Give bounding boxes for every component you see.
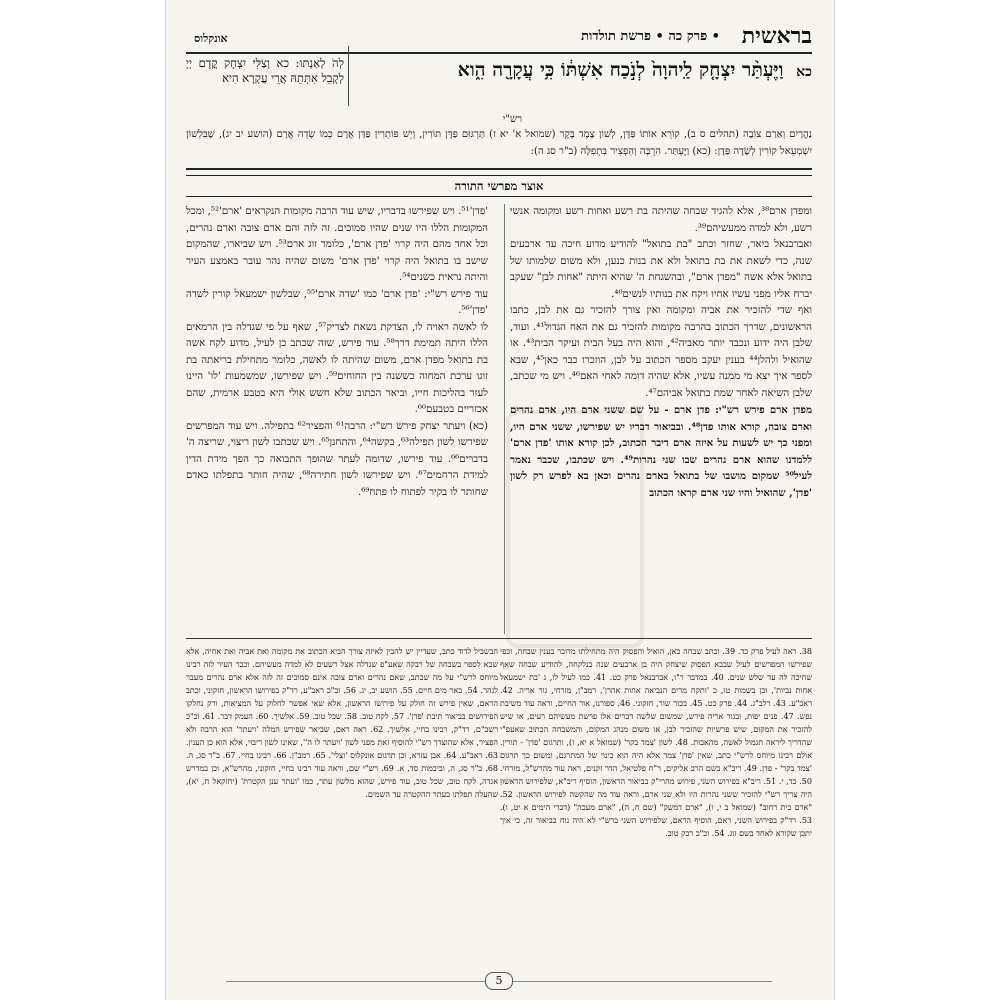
book-title: בראשית [741,23,812,49]
onkelos-label: אונקלוס [194,32,228,45]
paragraph: מפדן ארם פירש רש"י: פדן ארם - על שם ששני ארם היו, ארם נהרים וארם צובה, קורא אותו פדן⁴⁸. ובביאור דבריו יש שפירשו, ששני ארם היו, ומפני כך יש לשעות על איזה ארם דיבר הכתוב, לכן קורא אותו 'פדן ארם' ללמדנו שהוא ארם נהרים שבו שני נהרות⁴⁹. ויש שכתבו, שכבר נאמר לעיל⁵⁰ שמקום מושבו של בתואל בארם נהרים וכאן בא לפרש רק לשון 'פדן', שהואיל והיו שני ארם קראו הכתוב [510,404,812,499]
paragraph: ואברבנאל ביאר, שחזר וכתב "בת בתואל" להודיע מדוע חיכה עד ארבעים שנה, כדי לשאת את בת בתואל ולא את בנות כנען, ולא משום שלמותו של בתואל אלא אשה "מפדן ארם", ובהשגחת ה' שהיא היתה "אחות לבן" שעקב יברח אליו מפני עשיו אחיו ויקח את בנותיו לנשים⁴⁰. [510,239,812,300]
commentary-column-left [186,204,488,501]
footnotes-column-left: הבשביל לדוד כתב, שעדיין יש להבין לאיזה צורך הביא הכתוב את מקומה ואת אביה ואת אחיה, אלא שבא לספר בשבחה של רבקה שאע"פ שגדלה אצל רשעים לא למדה מעשיהם. וכבר העיר לזה רבינו מיוחס לרש"י על מה שכתב, שאם נהרים וארם צובה אינם סמוכים זה לזה אלא ארם נהרים מעבר לנהר. 54. באר מים חיים. 55. הושע יב, יג. 56. וכ"כ ראב"ע, רד"ק בפירושו הראשון, חזקוני, וכתב הראם, שאין פירש זה חולק על פירושו הראשון, אלא שאי אפשר לחלוק על המציאות, ורק נחלקו הפירושים בביאור תיבת 'פדן'. 57. לקח טוב. 58. שכל טוב. 59. אלשיך. 60. העמק דבר. 61. וכ"כ רשב"ם, רד"ק, רבינו בחיי, אלשיך. 62. ראה ראם, שביאר שפירש המלה 'ויעתר' הוא הרבה ולא הפציר, אלא שהוצרך רש"י להוסיף זאת מפני לשון 'ויעתר לו ה'', שאינו לשון ריבוי, אלא הוא כן הענין. 63. ראב"ע. 64. אבן עזרא, וכן תרגום אונקלוס 'וצלי'. 65. רמב"ן. 66. רבינו בחיי. 67. ב"ר סג, ה. 68. ב"ר סג, ה, וביבמות סד, א. 69. רש"י שם, וראה עוד רבינו בחיי, חזקוני, מהרש"א, וכן במדרש אגדה, לקח טוב, שכל טוב, עוד פירש, שהוא מלשון עתר, כמו 'ועתר ענן הקטרת' (יחזקאל ח, יא), שהעלה תפלתו כעתר ההקטרה עד השמים. [186,647,499,799]
section-label: • פרק כה • פרשת תולדות [581,29,720,44]
page-content [186,18,812,1000]
otzar-title: אוצר מפרשי התורה [186,175,812,197]
running-header [186,24,812,54]
commentary-columns [186,204,812,634]
book-page [166,0,834,1000]
verse-text [372,58,812,84]
commentary-column-right [510,204,812,501]
column-rule [504,204,505,634]
footnotes [186,645,812,985]
section-rule [186,168,812,170]
footnotes-column-right: 38. ראה לעיל פרק כד. 39. וכתב שבחה כאן, הואיל והפסוק היה מתחילתו מדובר בענין שבחה, וכפי שפירשו המפרשים לעיל שבבא הפסוק שיצחק היה בן ארבעים שנה בנלקחה, להודיע שבחה שאף שחיכה לה עד שלש שנים. 40. במדבר ר"ו, אברבנאל פרק כט. 41. כמו לעיל לו, ג 'בת ישמעאל אחות נביות', וכן בשמות טו, כ 'ותקח מרים הנביאה אחות אהרן', רמב"ן, מזרחי, גור אריה. 42. ראב"ע. 43. רלב"ג. 44. פרק כט. 45. בכור שור, חזקוני. 46. ספורנו, אור החיים, וראה עוד משיבת נפש. 47. פנים יפות, ובגור אריה פירש, שמשום שלשה דברים אלו פרשת מעשיהם רעים, או שיש להזכיר את המקום, שיש פרשיות שהזכיר לבן, או משום מנהג המקום, והמשבחה הכתוב שאעפ"י שהדריך ליראה תגמול לאשה, מהאבות. 48. לשון 'צמד בקר' (שמואל א יא, ז), ותרגום 'פדן' - תורין. אולם רבינו מיוחס לרש"י כתב, שאין 'פדן' צמד אלא היה הוא כינוי של המתרגם, ומשום כך תרגום 'צמד בקר' - פדן. 49. ריב"א בשם הרב אליקים, ר"ח פלטיאל, הדר זקנים, ראה עוד מהרש"ל, מזרחי. 50. כד, י. 51. ריב"א בפירוש השני, פירוש מהרי"ק בביאור הראשון, הוסיף ריב"א, שלפירוש הראשון היה צריך רש"י להזכיר ששני נהרות היו ולא שני ארם, וראה עוד מה שהקשה לפירוש הראשון. 52. "ארם בית רחוב" (שמואל ב י, ו), "ארם דמשק" (שם ח, ה), "ארם מעכה" (דברי הימים א יט, ו). 53. רד"ק בפירוש השני, ראם, הוסיף הראם, שלפירוש השני ברש"י לא היה נוח בביאור זה, כי איך יתכן שקורא לאחד בשם זוג. 54. וכ"כ רבק טוב. [500,647,812,838]
paragraph: ואף שדי להזכיר את אביה ומקומה ואין צורך להזכיר גם את לבן, כתבו הראשונים, שדרך הכתוב בהרבה מקומות להזכיר גם את האח הגדול⁴¹. ועוד, שלבן היה ידוע ונכבד יותר מאביה⁴², והוא היה בעל הבית ועיקר הבית⁴³. או שהואיל ולהלן⁴⁴ בענין יעקב מספר הכתוב על לבן, הוזכרו כבר כאן⁴⁵, שבא לספר איך יצא מי ממנה עשיו, אלא שהיה דומה לאחי האם⁴⁶. ויש מי שכתב, שלבן השיאה לאחר שמת בתואל אביהם⁴⁷. [510,305,813,399]
rashi-label: רש"י [502,114,522,125]
paragraph: (כא) ויעתר יצחק פירש רש"י: הרבה⁶¹ והפציר⁶² בתפילה. ויש עוד המפרשים שפירשו לשון תפילה⁶³, בקשה⁶⁴, והתחנן⁶⁵. ויש שכתבו לשון ריצוי, שריצה ה' בדברים⁶⁶. עוד פירשו, שדומה לעתר שהופך התבואה כך הפך מידת הדין למידת הרחמים⁶⁷. ויש שפירשו לשון חתירה⁶⁸, שהיה חותר בתפלתו כאדם שחותר לו בקיר לפתוח לו פתח⁶⁹. [186,420,488,498]
page-number: 5 [485,972,513,990]
notes-rule [186,638,812,639]
verse-number: כא [796,64,812,80]
paragraph: 'פדן'⁵¹. ויש שפירשו בדבריו, שיש עוד הרבה מקומות הנקראים 'ארם'⁵², ומכל המקומות הללו היו שנים שהיו סמוכים. זה לזה והם ארם צובה וארם נהרים, וכל אחד מהם היה קרוי 'פדן ארם', כלומר זוג ארם⁵³. ויש שביארו, שהמקום שישב בו בתואל היה קרוי 'פדן ארם' משום שהיה נהר עובר באמצע העיר והיתה נראית כשנים⁵⁴. [186,206,489,283]
column-divider [348,46,349,106]
verse-words: וַיֶּעְתַּ֨ר יִצְחָ֤ק לַֽיהוָה֙ לְנֹ֣כַח אִשְׁתּ֔וֹ כִּ֥י עֲקָרָ֖ה הִ֑וא [457,59,784,81]
rashi-commentary: נַהֲרַיִם וְאַרַם צוֹבָה (תהלים ס ב), קוֹרֵא אוֹתוֹ פַּדָּן, לְשׁוֹן צֶמֶד בָּקָר (שמואל א' יא ז) תַּרְגּוּם פַּדָּן תּוֹרִין, וְיֵשׁ פּוֹתְרִין פַּדַּן אֲרָם כְּמוֹ שְׂדֵה אֲרָם (הושע יב יג), שֶׁבִּלְשׁוֹן יִשְׁמְעֵאל קוֹרִין לְשָׂדֶה פַּדָּן: (כא) וַיֶּעְתַּר. הִרְבָּה וְהִפְצִיר בִּתְפִלָּה (ב"ר סג ה): [186,129,812,157]
paragraph: לו לאשה ראויה לו, הצדקת נשאת לצדיק⁵⁷, שאף על פי שגדלה בין הרמאים הללו היתה תמימת דרך⁵⁸. עוד פירש, שזה שכתב כן לעיל, מדוע לקח אשה בת בתואל מפדן ארם, משום שהיתה לו לאשה, כלומר מתחילת בריאתה בת זוגו ערכת המחוה כששנה בין החוחים⁵⁹. ויש שפירשו, שמשמעות 'לו' היינו לעזר בהליכות חייו, וביאר הכתוב שלא חשש אולי היא בטבע ארמית, שהם אכזריים בטבעם⁶⁰. [186,321,489,415]
paragraph: עוד פירש רש"י: 'פדן ארם' כמו 'שדה ארם'⁵⁵, שבלשון ישמעאל קורין לשדה 'פדן'⁵⁶. [186,288,488,316]
paragraph: ומפדן ארם³⁸, אלא להגיד שבחה שהיתה בת רשע ואחות רשע ומקומה אנשי רשע, ולא למדה ממעשיהם³⁹. [510,206,812,234]
onkelos-text: לְהֹ לְאַנְתּוּ: כא וְצַלִּי יִצְחָק קֳדָם יְיָ לְקָבֵל אִתְּתֵהּ אֲרֵי עֲקָרָא הִיא [186,56,344,85]
